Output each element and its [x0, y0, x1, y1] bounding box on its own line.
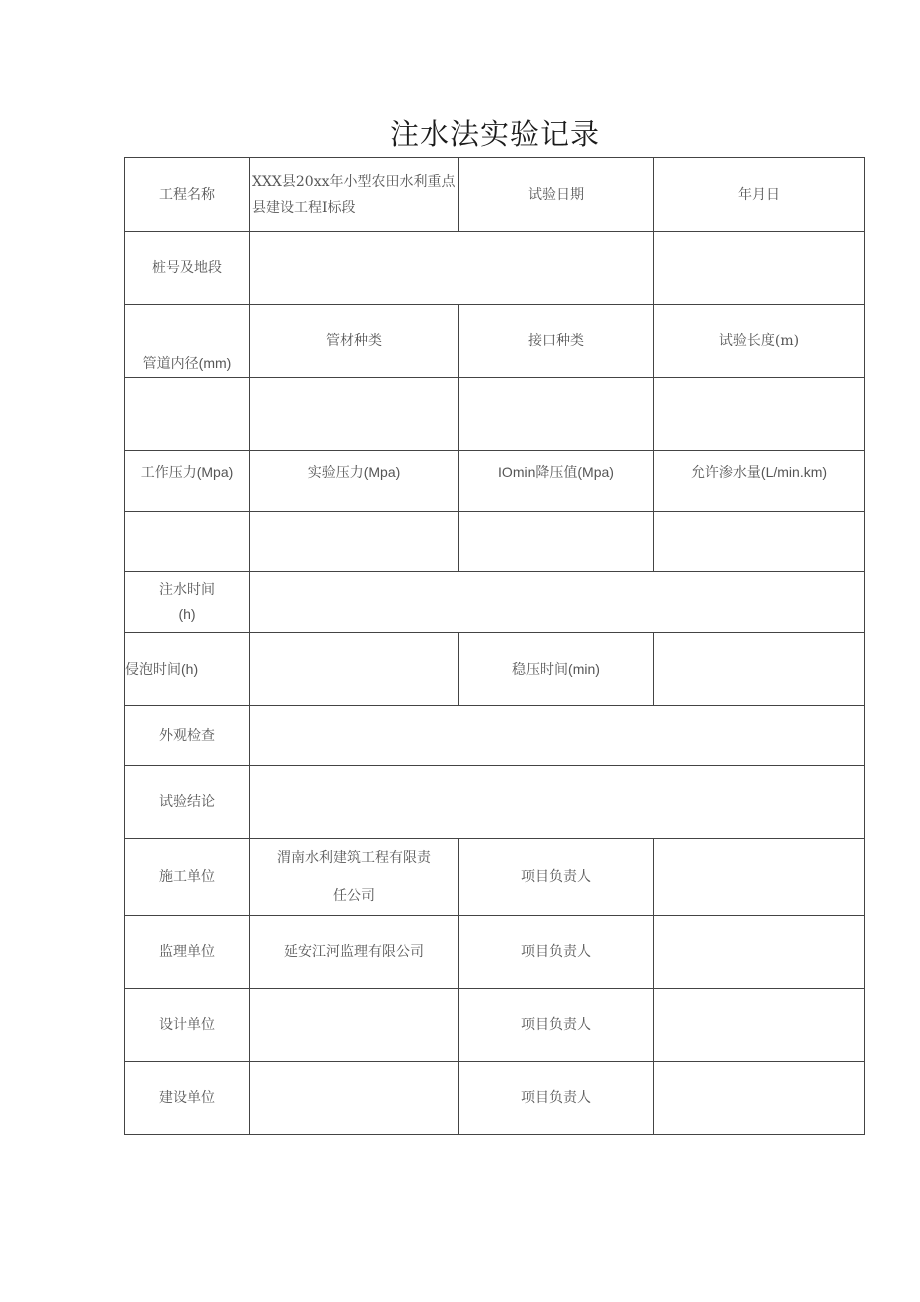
- water-time-label: [125, 572, 250, 633]
- design-leader-value[interactable]: [654, 989, 865, 1062]
- supervision-unit-value[interactable]: 延安江河监理有限公司: [250, 916, 459, 989]
- test-pressure-value[interactable]: [250, 512, 459, 572]
- conclusion-label: 试验结论: [125, 766, 250, 839]
- construction-leader-value[interactable]: [654, 839, 865, 916]
- test-length-label: 试验长度(m): [654, 305, 865, 378]
- construction-unit-label: 施工单位: [125, 839, 250, 916]
- pressure-drop-value[interactable]: [459, 512, 654, 572]
- project-name-label: 工程名称: [125, 158, 250, 232]
- supervision-leader-label: 项目负责人: [459, 916, 654, 989]
- design-leader-label: 项目负责人: [459, 989, 654, 1062]
- appearance-value[interactable]: [250, 706, 865, 766]
- test-date-label: 试验日期: [459, 158, 654, 232]
- station-label: 桩号及地段: [125, 232, 250, 305]
- build-leader-value[interactable]: [654, 1062, 865, 1135]
- test-date-value[interactable]: 年月日: [654, 158, 865, 232]
- work-pressure-label: 工作压力(Mpa): [125, 451, 250, 512]
- test-pressure-label: 实验压力(Mpa): [250, 451, 459, 512]
- pipe-material-value[interactable]: [250, 378, 459, 451]
- pipe-diameter-value[interactable]: [125, 378, 250, 451]
- supervision-unit-label: 监理单位: [125, 916, 250, 989]
- joint-type-label: 接口种类: [459, 305, 654, 378]
- allowed-seepage-label: 允许渗水量(L/min.km): [654, 451, 865, 512]
- test-record-table: [124, 157, 865, 1135]
- pipe-diameter-label: 管道内径(mm): [125, 305, 250, 378]
- soak-time-value[interactable]: [250, 633, 459, 706]
- pipe-material-label: 管材种类: [250, 305, 459, 378]
- water-time-label-line2: (h): [178, 606, 196, 622]
- build-unit-label: 建设单位: [125, 1062, 250, 1135]
- construction-unit-value[interactable]: [250, 839, 459, 916]
- project-name-value[interactable]: XXX县20xx年小型农田水利重点县建设工程Ⅰ标段: [250, 158, 459, 232]
- work-pressure-value[interactable]: [125, 512, 250, 572]
- joint-type-value[interactable]: [459, 378, 654, 451]
- supervision-leader-value[interactable]: [654, 916, 865, 989]
- design-unit-label: 设计单位: [125, 989, 250, 1062]
- allowed-seepage-value[interactable]: [654, 512, 865, 572]
- pressure-drop-label: IOmin降压值(Mpa): [459, 451, 654, 512]
- stable-time-value[interactable]: [654, 633, 865, 706]
- build-leader-label: 项目负责人: [459, 1062, 654, 1135]
- construction-unit-value-line1: 渭南水利建筑工程有限责: [277, 850, 431, 866]
- design-unit-value[interactable]: [250, 989, 459, 1062]
- soak-time-label: 侵泡时间(h): [125, 633, 250, 706]
- water-time-label-line1: 注水时间: [159, 582, 215, 598]
- appearance-label: 外观检查: [125, 706, 250, 766]
- station-extra-value[interactable]: [654, 232, 865, 305]
- stable-time-label: 稳压时间(min): [459, 633, 654, 706]
- conclusion-value[interactable]: [250, 766, 865, 839]
- water-time-value[interactable]: [250, 572, 865, 633]
- station-value[interactable]: [250, 232, 654, 305]
- test-length-value[interactable]: [654, 378, 865, 451]
- construction-unit-value-line2: 任公司: [333, 888, 375, 904]
- build-unit-value[interactable]: [250, 1062, 459, 1135]
- page-title: 注水法实验记录: [389, 117, 600, 151]
- construction-leader-label: 项目负责人: [459, 839, 654, 916]
